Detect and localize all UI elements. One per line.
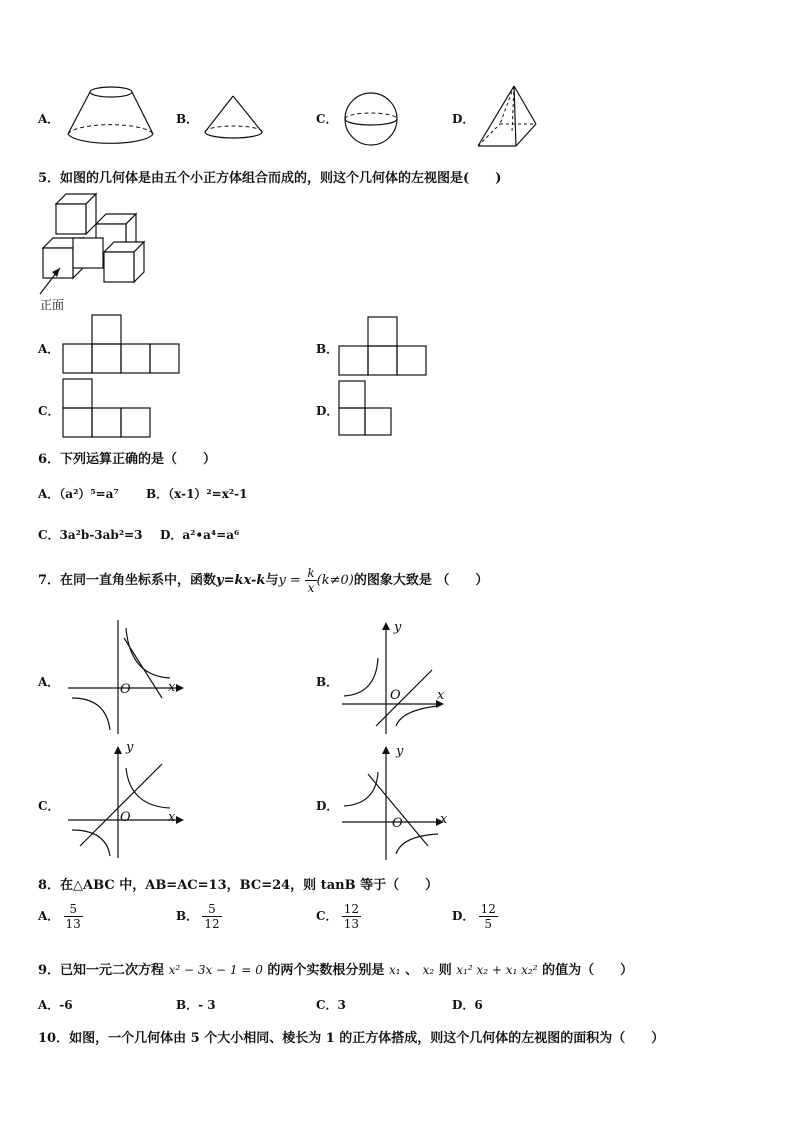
q9-stem-pre: 9．已知一元二次方程	[38, 963, 165, 978]
q5-option-a-view	[62, 314, 180, 374]
q4-option-c-label: C．	[316, 112, 338, 126]
q5-option-d-label: D．	[316, 404, 339, 418]
q7-a-x-label: x	[168, 680, 176, 695]
q7-graph-d	[340, 742, 450, 862]
q9-option-b: B．- 3	[176, 998, 216, 1012]
q5-option-c-view	[62, 378, 152, 438]
q8-option-a-label: A．	[38, 909, 60, 923]
q7-fraction	[305, 566, 316, 595]
q8-c-den: 13	[343, 917, 360, 931]
q8-option-a-fraction	[64, 902, 83, 931]
q6-option-d: D．a²•a⁴=a⁶	[160, 528, 240, 542]
q9-option-c: C．3	[316, 998, 346, 1012]
q7-linear-func: y=kx-k	[216, 573, 266, 588]
q8-d-num: 12	[480, 902, 496, 916]
q7-graph-c	[66, 742, 190, 860]
q8-option-c-fraction	[342, 902, 361, 931]
q7-stem-pre: 7．在同一直角坐标系中，函数	[38, 573, 217, 588]
q5-option-b-label: B．	[316, 342, 339, 356]
q7-c-y-label: y	[126, 740, 134, 755]
q5-option-a-label: A．	[38, 342, 60, 356]
q9-stem	[38, 959, 633, 978]
q8-option-c	[316, 902, 361, 931]
q9-option-a: A．-6	[38, 998, 73, 1012]
q7-stem-mid: 与	[265, 573, 279, 588]
pyramid-figure	[476, 84, 542, 150]
q9-stem-then: 则	[438, 963, 452, 978]
q7-d-origin-label: O	[392, 816, 403, 831]
cone-figure	[203, 94, 265, 142]
q7-frac-num: k	[307, 566, 315, 580]
q5-option-d-view	[338, 380, 394, 436]
q7-option-d-label: D．	[316, 799, 339, 813]
q8-option-d-fraction	[479, 902, 498, 931]
q6-option-c: C．3a²b-3ab²=3	[38, 528, 143, 542]
q9-stem-post: 的值为（ ）	[542, 963, 634, 978]
q9-expression: x₁² x₂ + x₁ x₂²	[456, 963, 538, 977]
q7-option-a-label: A．	[38, 675, 60, 689]
q7-b-origin-label: O	[390, 688, 401, 703]
q7-option-c-label: C．	[38, 799, 60, 813]
q8-b-num: 5	[202, 902, 221, 917]
front-view-label: 正面	[40, 298, 65, 312]
q5-option-c-label: C．	[38, 404, 60, 418]
q8-option-c-label: C．	[316, 909, 338, 923]
q8-option-b	[176, 902, 222, 931]
q4-option-b-label: B．	[176, 112, 199, 126]
q7-c-x-label: x	[168, 810, 176, 825]
q4-option-a-label: A．	[38, 112, 60, 126]
q9-separator: 、	[405, 963, 419, 978]
q6-option-b: B．（x-1）²=x²-1	[146, 487, 248, 501]
q8-option-b-fraction	[202, 902, 221, 931]
q9-option-d: D．6	[452, 998, 483, 1012]
q7-graph-a	[66, 618, 190, 736]
q7-c-origin-label: O	[120, 810, 131, 825]
q8-option-b-label: B．	[176, 909, 199, 923]
q5-option-b-view	[338, 316, 428, 376]
q7-y-eq: y =	[278, 573, 301, 588]
q8-a-den: 13	[65, 917, 81, 931]
q7-graph-b	[340, 618, 450, 736]
q5-stem: 5．如图的几何体是由五个小正方体组合而成的，则这个几何体的左视图是( )	[38, 171, 502, 186]
q8-c-num: 12	[343, 902, 360, 916]
q6-option-a: A．（a²）⁵=a⁷	[38, 487, 119, 501]
frustum-figure	[66, 84, 156, 152]
q8-d-den: 5	[484, 917, 493, 931]
q4-option-d-label: D．	[452, 112, 475, 126]
q7-condition: (k≠0)	[316, 573, 354, 588]
q8-option-d	[452, 902, 498, 931]
q9-root1: x₁	[388, 963, 401, 977]
q9-equation: x² − 3x − 1 = 0	[168, 963, 263, 977]
q8-b-den: 12	[204, 917, 220, 931]
q7-stem-post: 的图象大致是 （ ）	[353, 573, 489, 588]
q7-d-y-label: y	[396, 744, 404, 759]
q7-option-b-label: B．	[316, 675, 339, 689]
q7-d-x-label: x	[440, 812, 448, 827]
q8-option-a	[38, 902, 83, 931]
sphere-figure	[344, 92, 400, 148]
q7-b-x-label: x	[437, 688, 445, 703]
q10-stem: 10．如图，一个几何体由 5 个大小相同、棱长为 1 的正方体搭成，则这个几何体的左视图的面积为（ ）	[38, 1031, 665, 1046]
q6-stem: 6．下列运算正确的是（ ）	[38, 452, 217, 467]
q7-frac-den: x	[307, 581, 315, 595]
q9-root2: x₂	[422, 963, 435, 977]
q8-a-num: 5	[64, 902, 83, 917]
q9-stem-mid: 的两个实数根分别是	[267, 963, 385, 978]
q7-a-origin-label: O	[120, 682, 131, 697]
q8-stem: 8．在△ABC 中，AB=AC=13，BC=24，则 tanB 等于（ ）	[38, 878, 439, 893]
q8-option-d-label: D．	[452, 909, 475, 923]
q7-b-y-label: y	[394, 620, 402, 635]
q7-stem	[38, 566, 488, 595]
